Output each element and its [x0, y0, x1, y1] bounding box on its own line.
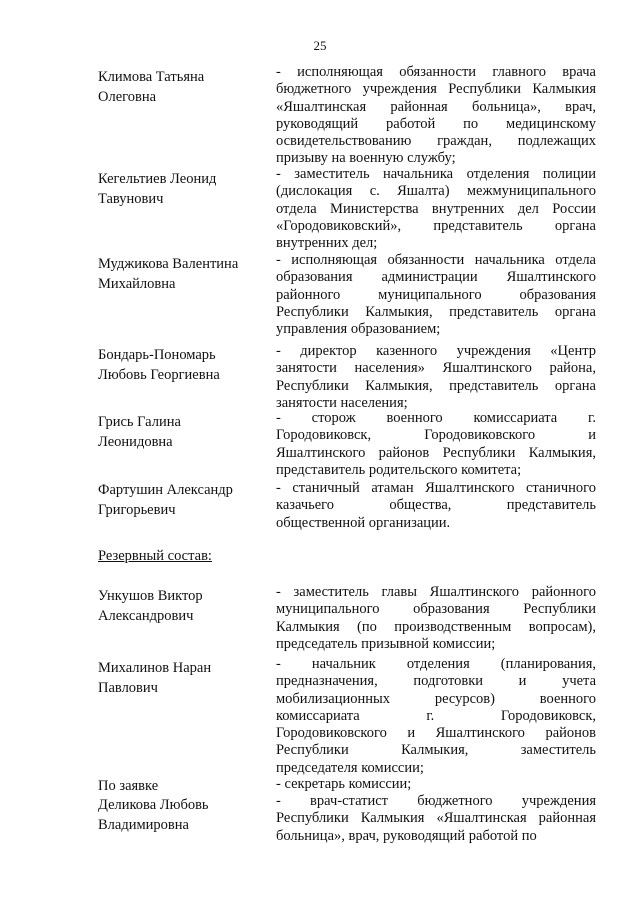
- member-name: [98, 169, 268, 209]
- member-role-line: внутренних дел;: [276, 235, 378, 252]
- member-name: [98, 658, 268, 698]
- member-role-line: (дислокация с. Яшалта) межмуниципального: [276, 183, 596, 200]
- member-role-line: «Городовиковский», представитель органа: [276, 217, 596, 234]
- member-role: [276, 166, 596, 252]
- member-role: [276, 776, 596, 793]
- member-role-line: - сторож военного комиссариата г.: [276, 410, 596, 426]
- member-name-line: Михайловна: [98, 276, 176, 292]
- member-name-line: Ункушов Виктор: [98, 588, 203, 604]
- member-role-line: занятости населения;: [276, 394, 408, 411]
- member-name-line: Павлович: [98, 680, 158, 696]
- page-number: 25: [313, 38, 327, 53]
- member-role-line: председатель призывной комиссии;: [276, 635, 496, 652]
- member-role-line: - врач-статист бюджетного учреждения: [276, 793, 596, 809]
- member-name-line: Владимировна: [98, 817, 189, 833]
- member-role-line: отдела Министерства внутренних дел России: [276, 200, 596, 217]
- member-role-line: - станичный атаман Яшалтинского станичного: [276, 480, 596, 496]
- member-name: [98, 586, 268, 626]
- member-role-line: освидетельствованию граждан, подлежащих: [276, 133, 596, 150]
- member-role-line: занятости населения» Яшалтинского района,: [276, 360, 596, 377]
- member-role-line: Республики Калмыкия, представитель органа: [276, 377, 596, 394]
- member-name-line: Олеговна: [98, 89, 157, 105]
- member-role: [276, 410, 596, 479]
- member-role-line: районного муниципального образования: [276, 286, 596, 303]
- member-name-line: Леонидовна: [98, 434, 173, 450]
- member-role-line: бюджетного учреждения Республики Калмыкия: [276, 81, 596, 98]
- member-name-line: Бондарь-Пономарь: [98, 347, 216, 363]
- section-heading-reserve: Резервный состав:: [98, 548, 212, 564]
- member-role-line: больница», врач, руководящий работой по: [276, 827, 537, 844]
- member-name-line: Кегельтиев Леонид: [98, 171, 217, 187]
- member-name: [98, 480, 268, 520]
- member-name: [98, 412, 268, 452]
- member-name-line: Любовь Георгиевна: [98, 367, 220, 383]
- member-name-line: Александрович: [98, 608, 194, 624]
- member-role-line: - заместитель главы Яшалтинского районного: [276, 584, 596, 600]
- member-role-line: комиссариата г. Городовиковск,: [276, 707, 596, 724]
- member-name-line: Грись Галина: [98, 414, 181, 430]
- member-name: [98, 795, 268, 835]
- member-role-line: - директор казенного учреждения «Центр: [276, 343, 596, 359]
- member-role-line: казачьего общества, представитель: [276, 497, 596, 514]
- member-role-line: - исполняющая обязанности главного врача: [276, 64, 596, 80]
- member-role-line: предназначения, подготовки и учета: [276, 673, 596, 690]
- member-role-line: - начальник отделения (планирования,: [276, 656, 596, 672]
- member-role-line: - исполняющая обязанности начальника отдела: [276, 252, 596, 268]
- member-role-line: управления образованием;: [276, 321, 441, 338]
- member-role-line: муниципального образования Республики: [276, 601, 596, 618]
- member-role-line: Городовиковск, Городовиковского и: [276, 427, 596, 444]
- member-name: [98, 776, 268, 796]
- member-role-line: - заместитель начальника отделения полиции: [276, 166, 596, 182]
- member-name: [98, 254, 268, 294]
- member-role-line: Городовиковского и Яшалтинского районов: [276, 725, 596, 742]
- member-role: [276, 480, 596, 532]
- member-name-line: Муджикова Валентина: [98, 256, 239, 272]
- member-role-line: председателя комиссии;: [276, 759, 424, 776]
- member-role-line: призыву на военную службу;: [276, 150, 456, 167]
- member-role-line: «Яшалтинская районная больница», врач,: [276, 98, 596, 115]
- member-role-line: общественной организации.: [276, 514, 451, 531]
- member-name-line: Фартушин Александр: [98, 482, 233, 498]
- member-name-line: Деликова Любовь: [98, 797, 209, 813]
- member-role-line: руководящий работой по медицинскому: [276, 115, 596, 132]
- member-role-line: Республики Калмыкия «Яшалтинская районная: [276, 810, 596, 827]
- member-role-line: Яшалтинского районов Республики Калмыкия,: [276, 444, 596, 461]
- member-role-line: Республики Калмыкия, представитель органа: [276, 303, 596, 320]
- member-role-line: образования администрации Яшалтинского: [276, 269, 596, 286]
- member-name-line: Климова Татьяна: [98, 69, 205, 85]
- member-role: [276, 656, 596, 777]
- member-role: [276, 584, 596, 653]
- member-name-line: Григорьевич: [98, 502, 176, 518]
- member-role-line: Республики Калмыкия, заместитель: [276, 742, 596, 759]
- member-name-line: Михалинов Наран: [98, 660, 212, 676]
- member-role: [276, 64, 596, 168]
- member-role-line: представитель родительского комитета;: [276, 461, 522, 478]
- member-name-line: Тавунович: [98, 191, 164, 207]
- member-role: [276, 252, 596, 338]
- member-role-line: - секретарь комиссии;: [276, 776, 412, 792]
- member-role: [276, 793, 596, 845]
- member-name: [98, 67, 268, 107]
- member-role: [276, 343, 596, 412]
- member-name: [98, 345, 268, 385]
- member-name-line: По заявке: [98, 778, 159, 794]
- member-role-line: мобилизационных ресурсов) военного: [276, 690, 596, 707]
- member-role-line: Калмыкия (по производственным вопросам),: [276, 618, 596, 635]
